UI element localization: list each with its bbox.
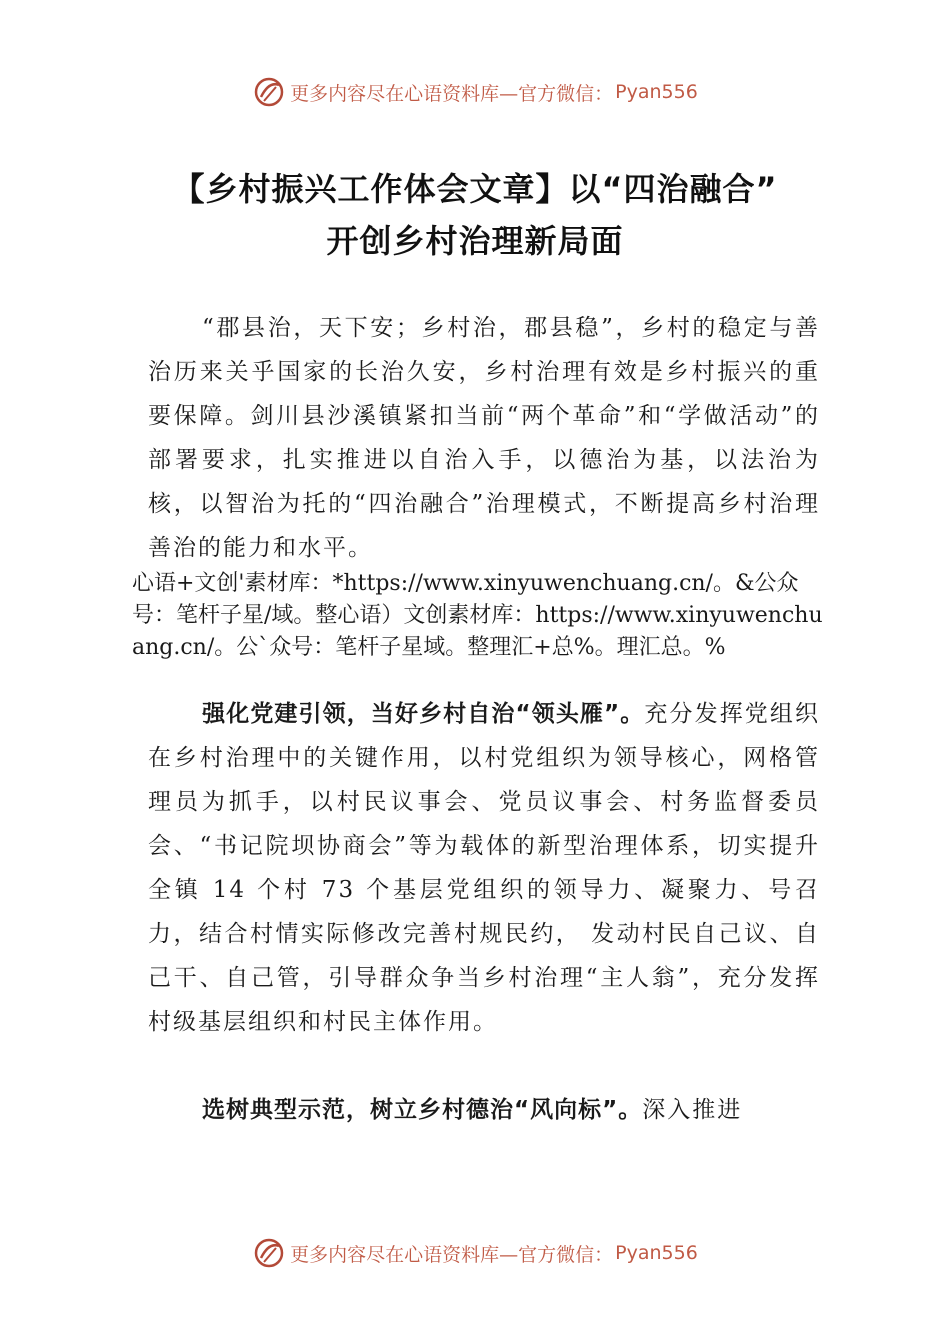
paragraph-intro-text: “郡县治，天下安；乡村治，郡县稳”，乡村的稳定与善治历来关乎国家的长治久安，乡村治理有效是乡村振兴的重要保障。剑川县沙溪镇紧扣当前“两个革命”和“学做活动”的部署要求，扎实推进以自治入手，以德治为基，以法治为核，以智治为托的“四治融合”治理模式，不断提高乡村治理善治的能力和水平。 [148,315,820,561]
paragraph-intro [148,306,820,570]
paragraph-party-building [148,692,820,1044]
paragraph-body: 充分发挥党组织在乡村治理中的关键作用，以村党组织为领导核心，网格管理员为抓手，以村民议事会、党员议事会、村务监督委员会、“书记院坝协商会”等为载体的新型治理体系，切实提升全镇 14 个村 73 个基层党组织的领导力、凝聚力、号召力，结合村情实际修改完善村规民约， 发动村民自己议、自己干、自己管，引导群众争当乡村治理“主人翁”，充分发挥村级基层组织和村民主体作用。 [148,701,821,1035]
watermark-footer [0,1233,950,1273]
document-title-line-1: 【乡村振兴工作体会文章】以“四治融合” [172,170,778,208]
watermark-header [0,72,950,112]
paragraph-body: 深入推进 [642,1097,743,1123]
paragraph-model-examples [148,1088,820,1132]
watermark-wechat-id: Pyan556 [615,1242,698,1264]
paragraph-heading: 选树典型示范，树立乡村德治“风向标”。 [202,1097,643,1123]
promo-text: 心语+文创'素材库：*https://www.xinyuwenchuang.cn/。&公众号：笔杆子星/域。整心语）文创素材库：https://www.xinyuwenchuang.cn/。公`众号：笔杆子星域。整理汇+总%。理汇总。% [132,571,823,660]
watermark-text: 更多内容尽在心语资料库—官方微信： [290,1243,614,1266]
logo-icon [252,1236,286,1270]
paragraph-heading: 强化党建引领，当好乡村自治“领头雁”。 [202,701,645,727]
watermark-wechat-id: Pyan556 [615,81,698,103]
document-title-line-2: 开创乡村治理新局面 [326,222,624,260]
watermark-text: 更多内容尽在心语资料库—官方微信： [290,82,614,105]
logo-icon [252,75,286,109]
